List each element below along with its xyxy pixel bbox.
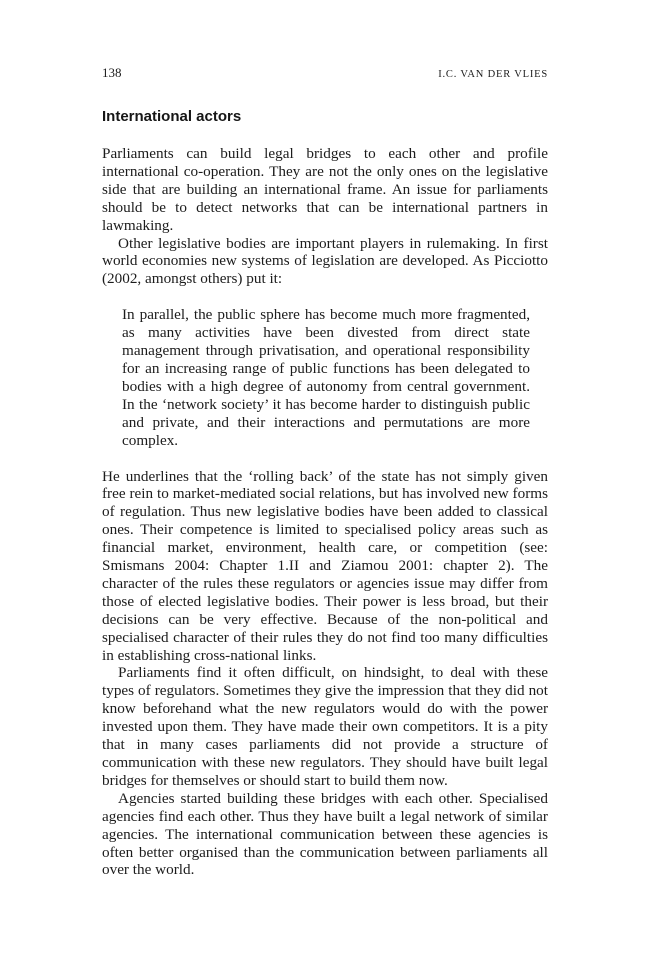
- paragraph-5: Agencies started building these bridges with each other. Specialised agencies find each other. Thus they have built a legal network of similar agencies. The international communication between these agencies is often better organised than the communication between parliaments all over the world.: [102, 789, 548, 879]
- page-number: 138: [102, 65, 122, 80]
- section-heading: International actors: [102, 108, 242, 125]
- running-title: I.C. VAN DER VLIES: [438, 69, 548, 80]
- book-page: [102, 64, 548, 879]
- paragraph-4: Parliaments find it often difficult, on hindsight, to deal with these types of regulators. Sometimes they give the impression that they did not know beforehand what the new regulators would do with the power invested upon them. They have made their own competitors. It is a pity that in many cases parliaments did not provide a structure of communication with these new regulators. They should have built legal bridges for themselves or should start to build them now.: [102, 664, 548, 789]
- block-quote: In parallel, the public sphere has become much more fragmented, as many activities have been divested from direct state management through privatisation, and operational responsibility for an increasing range of public functions has been delegated to bodies with a high degree of autonomy from central government. In the ‘network society’ it has become harder to distinguish public and private, and their interactions and permutations are more complex.: [122, 306, 530, 449]
- paragraph-1: Parliaments can build legal bridges to each other and profile international co-operation. They are not the only ones on the legislative side that are building an international frame. An issue for parliaments should be to detect networks that can be international partners in lawmaking.: [102, 145, 548, 234]
- paragraph-2: Other legislative bodies are important players in rulemaking. In first world economies new systems of legislation are developed. As Picciotto (2002, amongst others) put it:: [102, 234, 548, 288]
- running-header: [102, 64, 548, 82]
- paragraph-3: He underlines that the ‘rolling back’ of the state has not simply given free rein to market-mediated social relations, but has involved new forms of regulation. Thus new legislative bodies have been added to classical ones. Their competence is limited to specialised policy areas such as financial market, environment, health care, or competition (see: Smismans 2004: Chapter 1.II and Ziamou 2001: chapter 2). The character of the rules these regulators or agencies issue may differ from those of elected legislative bodies. Their power is less broad, but their decisions can be very effective. Because of the non-political and specialised character of their rules they do not find too many difficulties in establishing cross-national links.: [102, 467, 548, 664]
